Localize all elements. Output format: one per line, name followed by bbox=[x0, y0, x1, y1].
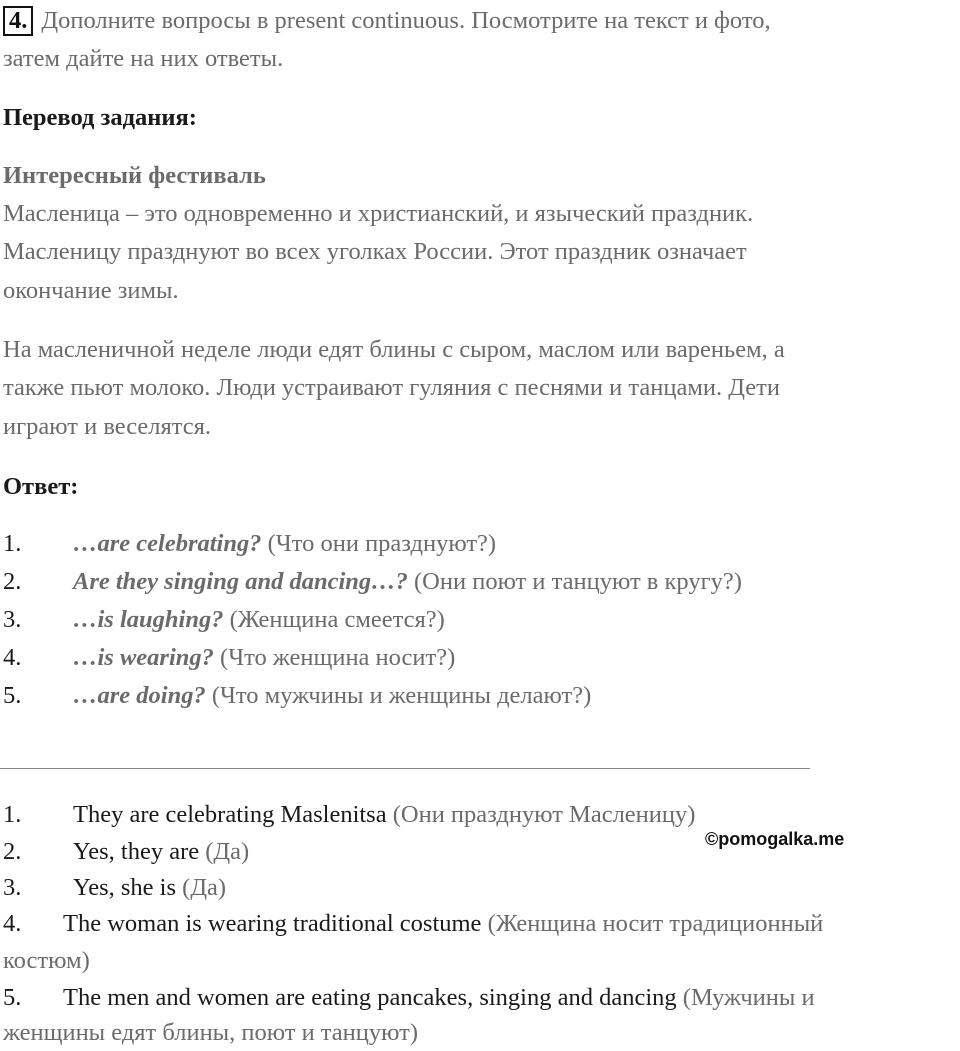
answer-number: 5. bbox=[3, 984, 22, 1011]
translation-p2-line1: На масленичной неделе люди едят блины с сыром, маслом или вареньем, а bbox=[3, 336, 785, 363]
answer-ru-continuation: женщины едят блины, поют и танцуют) bbox=[3, 1019, 419, 1046]
answer-number: 3. bbox=[3, 874, 22, 901]
answer-number: 1. bbox=[3, 801, 22, 828]
question-en: …are celebrating? bbox=[73, 530, 262, 557]
question-item bbox=[3, 605, 445, 635]
question-number: 2. bbox=[3, 568, 22, 595]
question-ru: (Женщина смеется?) bbox=[223, 606, 445, 633]
translation-title: Интересный фестиваль bbox=[3, 162, 266, 189]
answer-number: 2. bbox=[3, 838, 22, 865]
question-item bbox=[3, 643, 455, 673]
question-ru: (Что они празднуют?) bbox=[261, 530, 497, 557]
answer-item bbox=[3, 873, 226, 903]
answer-heading: Ответ: bbox=[3, 473, 79, 500]
translation-p1-line3: окончание зимы. bbox=[3, 277, 179, 304]
instruction-text: Дополните вопросы в present continuous. Посмотрите на текст и фото, bbox=[41, 7, 771, 34]
question-number: 3. bbox=[3, 606, 22, 633]
answer-number: 4. bbox=[3, 910, 22, 937]
question-en: Are they singing and dancing…? bbox=[73, 568, 408, 595]
question-number: 5. bbox=[3, 682, 22, 709]
answer-en: The men and women are eating pancakes, singing and dancing bbox=[63, 984, 677, 1011]
answer-ru: (Мужчины и bbox=[676, 984, 815, 1011]
section-divider bbox=[0, 768, 810, 769]
answer-en: The woman is wearing traditional costume bbox=[63, 910, 482, 937]
question-item bbox=[3, 529, 496, 559]
translation-p1-line2: Масленицу празднуют во всех уголках России. Этот праздник означает bbox=[3, 238, 747, 265]
question-number: 4. bbox=[3, 644, 22, 671]
translation-p2-line2: также пьют молоко. Люди устраивают гуляния с песнями и танцами. Дети bbox=[3, 374, 780, 401]
answer-ru-continuation: костюм) bbox=[3, 947, 90, 974]
answer-item bbox=[3, 837, 249, 867]
answer-item bbox=[3, 800, 695, 830]
answer-ru: (Да) bbox=[199, 838, 250, 865]
question-ru: (Что женщина носит?) bbox=[213, 644, 456, 671]
answer-item bbox=[3, 983, 815, 1013]
translation-p1-line1: Масленица – это одновременно и христианский, и языческий праздник. bbox=[3, 200, 754, 227]
question-item bbox=[3, 567, 742, 597]
task-instruction-line2: затем дайте на них ответы. bbox=[3, 45, 284, 72]
task-number: 4. bbox=[3, 6, 33, 36]
question-item bbox=[3, 681, 591, 711]
answer-en: Yes, she is bbox=[73, 874, 177, 901]
question-number: 1. bbox=[3, 530, 22, 557]
answer-ru: (Они празднуют Масленицу) bbox=[386, 801, 696, 828]
answer-ru: (Да) bbox=[176, 874, 227, 901]
translation-heading: Перевод задания: bbox=[3, 104, 197, 131]
answer-item bbox=[3, 909, 823, 939]
watermark: ©pomogalka.me bbox=[705, 829, 845, 849]
translation-p2-line3: играют и веселятся. bbox=[3, 413, 212, 440]
question-ru: (Они поют и танцуют в кругу?) bbox=[407, 568, 742, 595]
question-en: …is wearing? bbox=[73, 644, 214, 671]
question-ru: (Что мужчины и женщины делают?) bbox=[205, 682, 592, 709]
answer-ru: (Женщина носит традиционный bbox=[481, 910, 824, 937]
answer-en: Yes, they are bbox=[73, 838, 200, 865]
question-en: …is laughing? bbox=[73, 606, 224, 633]
question-en: …are doing? bbox=[73, 682, 206, 709]
task-instruction-line1 bbox=[3, 6, 771, 36]
answer-en: They are celebrating Maslenitsa bbox=[73, 801, 387, 828]
